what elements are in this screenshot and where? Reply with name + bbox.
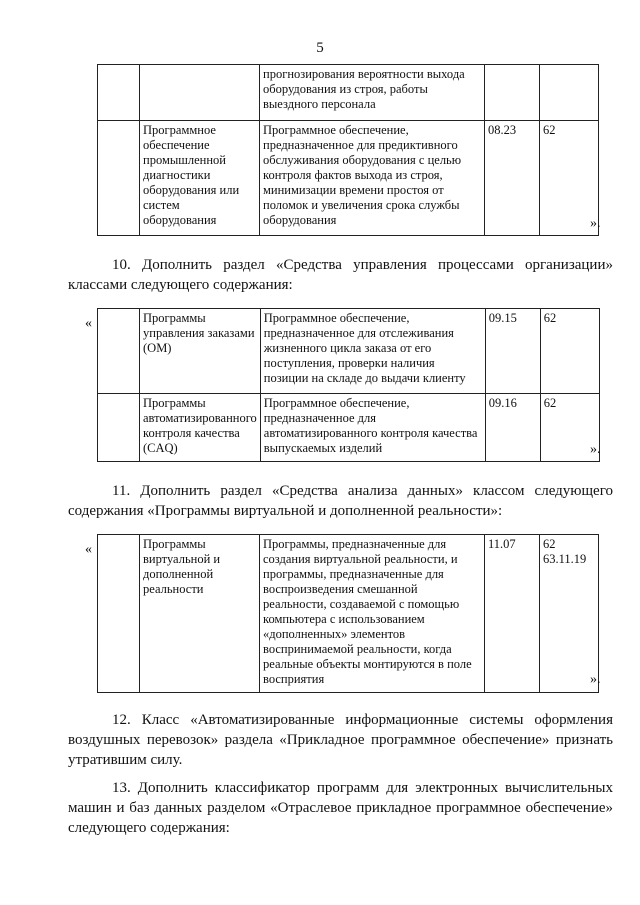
okpd-code-cell: 62 <box>540 121 599 236</box>
okpd-code-cell: 62 <box>540 309 599 394</box>
class-name-cell: Программы управления заказами (OM) <box>140 309 261 394</box>
class-code-cell: 09.15 <box>485 309 540 394</box>
class-name-cell: Программы виртуальной и дополненной реальности <box>140 535 260 693</box>
closing-quote: ». <box>590 672 601 687</box>
table-cell-empty <box>98 65 140 121</box>
okpd-code-cell <box>540 535 599 693</box>
table-row <box>98 121 599 236</box>
class-code-cell <box>485 65 540 121</box>
class-description-cell: Программное обеспечение, предназначенное для предиктивного обслуживания оборудования с целью контроля фактов выхода из строя, минимизации времени простоя от поломок и увеличения срока службы оборудования <box>260 121 485 236</box>
paragraph-12: 12. Класс «Автоматизированные информационные системы оформления воздушных перевозок» раздела «Прикладное программное обеспечение» признать утратившим силу. <box>68 712 613 768</box>
okpd-code: 62 <box>543 537 556 551</box>
okpd-code-cell: 62 <box>540 394 599 462</box>
opening-quote: « <box>85 542 92 557</box>
table-cell-empty <box>98 535 140 693</box>
opening-quote: « <box>85 316 92 331</box>
paragraph-10: 10. Дополнить раздел «Средства управления процессами организации» классами следующего содержания: <box>68 257 613 293</box>
table-row <box>98 394 600 462</box>
class-description-cell: Программное обеспечение, предназначенное для автоматизированного контроля качества выпускаемых изделий <box>260 394 485 462</box>
class-code-cell: 08.23 <box>485 121 540 236</box>
okpd-code-secondary: 63.11.19 <box>543 552 587 566</box>
table-row <box>98 535 599 693</box>
table-cell-empty <box>98 394 140 462</box>
table-cell-empty <box>98 121 140 236</box>
paragraph-11: 11. Дополнить раздел «Средства анализа данных» классом следующего содержания «Программы виртуальной и дополненной реальности»: <box>68 483 613 519</box>
paragraph-13: 13. Дополнить классификатор программ для электронных вычислительных машин и баз данных разделом «Отраслевое прикладное программное обеспечение» следующего содержания: <box>68 780 613 836</box>
table-cell-empty <box>98 309 140 394</box>
class-name-cell <box>140 65 260 121</box>
closing-quote: ». <box>590 216 601 231</box>
page-number: 5 <box>316 40 324 56</box>
closing-quote: ». <box>590 442 601 457</box>
table-row <box>98 65 599 121</box>
okpd-code-cell <box>540 65 599 121</box>
classes-table-2 <box>97 308 600 462</box>
classes-table-1 <box>97 64 599 236</box>
class-description-cell: Программы, предназначенные для создания виртуальной реальности, и программы, предназначенные для воспроизведения смешанной реальности, создаваемой с помощью компьютера с использованием «дополненных» элементов воспринимаемой реальности, когда реальные объекты монтируются в поле восприятия <box>260 535 485 693</box>
class-name-cell: Программы автоматизированного контроля качества (CAQ) <box>140 394 261 462</box>
class-description-cell: прогнозирования вероятности выхода оборудования из строя, работы выездного персонала <box>260 65 485 121</box>
classes-table-3 <box>97 534 599 693</box>
class-code-cell: 11.07 <box>485 535 540 693</box>
class-code-cell: 09.16 <box>485 394 540 462</box>
table-row <box>98 309 600 394</box>
class-description-cell: Программное обеспечение, предназначенное для отслеживания жизненного цикла заказа от его поступления, проверки наличия позиции на складе до выдачи клиенту <box>260 309 485 394</box>
class-name-cell: Программное обеспечение промышленной диагностики оборудования или систем оборудования <box>140 121 260 236</box>
